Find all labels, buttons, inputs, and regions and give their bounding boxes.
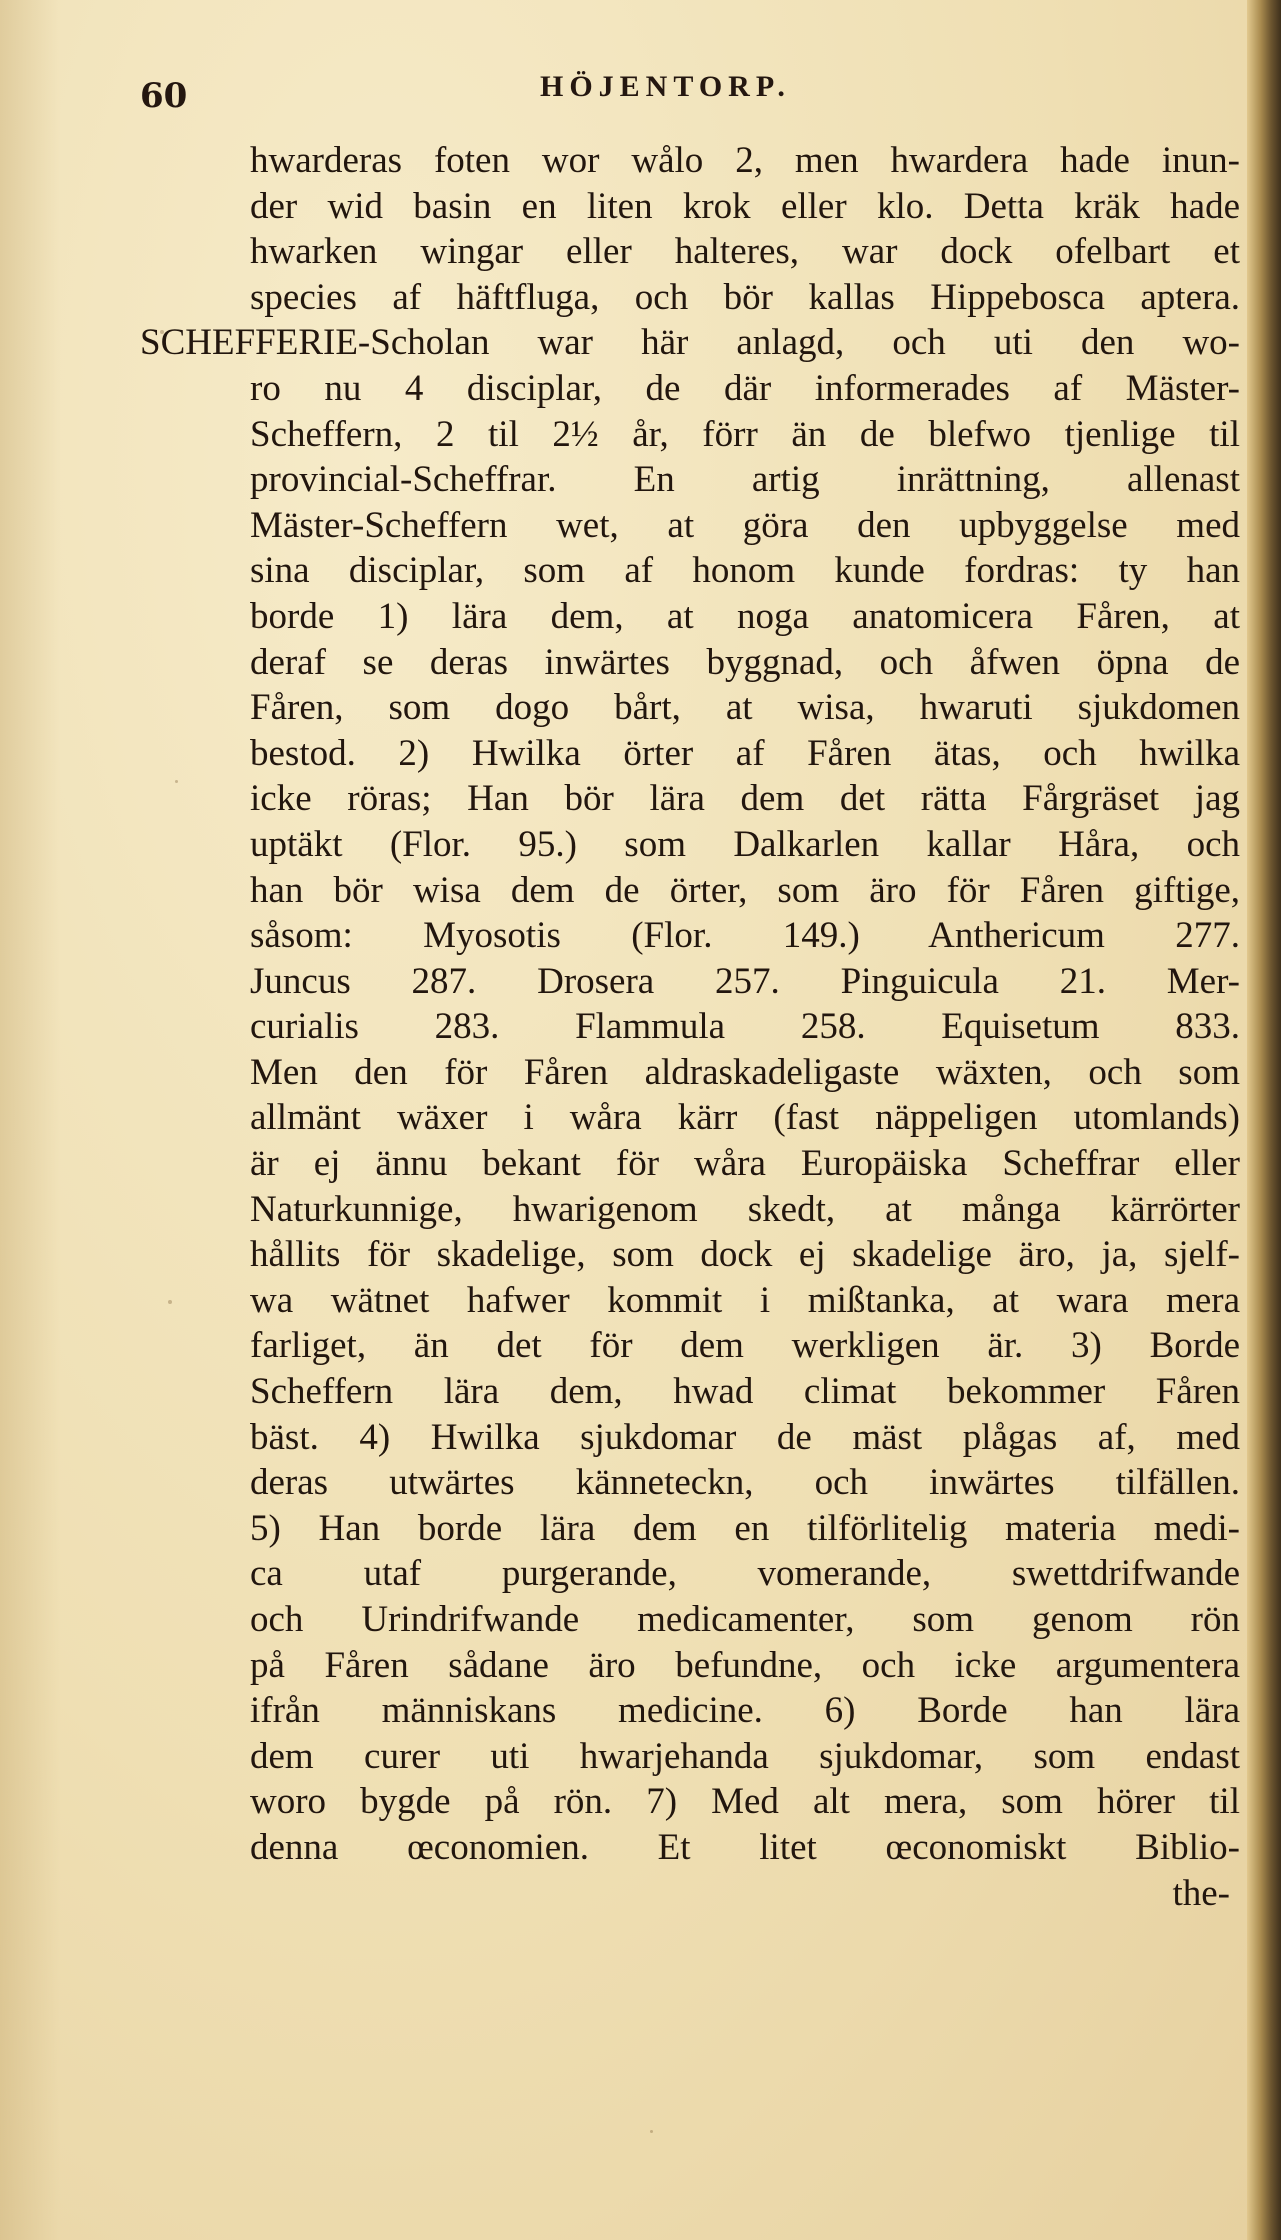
text-line: Scheffern lära dem, hwad climat bekommer Fåren bbox=[250, 1371, 1240, 1413]
page-number: 60 bbox=[140, 76, 188, 116]
text-line: deraf se deras inwärtes byggnad, och åfwen öpna de bbox=[250, 641, 1240, 683]
text-line: Fåren, som dogo bårt, at wisa, hwaruti sjukdomen bbox=[250, 687, 1240, 729]
text-line: borde 1) lära dem, at noga anatomicera Fåren, at bbox=[250, 595, 1240, 637]
paper-speck bbox=[175, 780, 178, 783]
text-line: såsom: Myosotis (Flor. 149.) Anthericum 277. bbox=[250, 915, 1240, 957]
text-line: 5) Han borde lära dem en tilförlitelig materia medi- bbox=[250, 1507, 1240, 1549]
text-line: wa wätnet hafwer kommit i mißtanka, at wara mera bbox=[250, 1279, 1240, 1321]
text-line: uptäkt (Flor. 95.) som Dalkarlen kallar Håra, och bbox=[250, 823, 1240, 865]
text-line: bestod. 2) Hwilka örter af Fåren ätas, och hwilka bbox=[250, 732, 1240, 774]
text-line: hwarken wingar eller halteres, war dock ofelbart et bbox=[250, 231, 1240, 273]
paper-speck bbox=[650, 2130, 653, 2133]
text-line: ifrån människans medicine. 6) Borde han lära bbox=[250, 1690, 1240, 1732]
text-line: denna œconomien. Et litet œconomiskt Biblio- bbox=[250, 1826, 1240, 1868]
text-line: der wid basin en liten krok eller klo. Detta kräk hade bbox=[250, 185, 1240, 227]
body-text bbox=[140, 138, 1240, 1916]
text-line: Naturkunnige, hwarigenom skedt, at många kärrörter bbox=[250, 1188, 1240, 1230]
text-line: dem curer uti hwarjehanda sjukdomar, som endast bbox=[250, 1735, 1240, 1777]
text-line: han bör wisa dem de örter, som äro för Fåren giftige, bbox=[250, 869, 1240, 911]
text-line: SCHEFFERIE-Scholan war här anlagd, och uti den wo- bbox=[140, 322, 1240, 364]
text-line: Men den för Fåren aldraskadeligaste wäxten, och som bbox=[250, 1051, 1240, 1093]
text-line: allmänt wäxer i wåra kärr (fast näppeligen utomlands) bbox=[250, 1097, 1240, 1139]
text-line: och Urindrifwande medicamenter, som genom rön bbox=[250, 1599, 1240, 1640]
text-line: bäst. 4) Hwilka sjukdomar de mäst plågas af, med bbox=[250, 1416, 1240, 1458]
text-line: woro bygde på rön. 7) Med alt mera, som hörer til bbox=[250, 1781, 1240, 1823]
catchword: the- bbox=[1172, 1872, 1230, 1914]
text-line: provincial-Scheffrar. En artig inrättning, allenast bbox=[250, 459, 1240, 501]
text-line: på Fåren sådane äro befundne, och icke argumentera bbox=[250, 1644, 1240, 1686]
paper-speck bbox=[168, 1300, 172, 1304]
text-line: Mäster-Scheffern wet, at göra den upbyggelse med bbox=[250, 504, 1240, 546]
page-header bbox=[140, 66, 1250, 126]
text-line: ro nu 4 disciplar, de där informerades af Mäster- bbox=[250, 367, 1240, 409]
paper-speck bbox=[160, 330, 164, 334]
text-line: ca utaf purgerande, vomerande, swettdrifwande bbox=[250, 1553, 1240, 1595]
page-edge-shadow bbox=[1247, 0, 1281, 2240]
text-line: deras utwärtes känneteckn, och inwärtes tilfällen. bbox=[250, 1462, 1240, 1504]
text-line: hållits för skadelige, som dock ej skadelige äro, ja, sjelf- bbox=[250, 1234, 1240, 1276]
text-line: icke röras; Han bör lära dem det rätta Fårgräset jag bbox=[250, 778, 1240, 820]
text-line: Scheffern, 2 til 2½ år, förr än de blefwo tjenlige til bbox=[250, 413, 1240, 455]
text-line: curialis 283. Flammula 258. Equisetum 833. bbox=[250, 1006, 1240, 1048]
text-line: är ej ännu bekant för wåra Europäiska Scheffrar eller bbox=[250, 1143, 1240, 1185]
running-head: HÖJENTORP. bbox=[540, 70, 791, 103]
text-line: farliget, än det för dem werkligen är. 3) Borde bbox=[250, 1325, 1240, 1367]
text-line: species af häftfluga, och bör kallas Hippebosca aptera. bbox=[250, 276, 1240, 318]
text-line: Juncus 287. Drosera 257. Pinguicula 21. Mer- bbox=[250, 960, 1240, 1002]
page-gutter-shading bbox=[0, 0, 60, 2240]
text-line: sina disciplar, som af honom kunde fordras: ty han bbox=[250, 550, 1240, 592]
text-line: hwarderas foten wor wålo 2, men hwardera hade inun- bbox=[250, 140, 1240, 181]
